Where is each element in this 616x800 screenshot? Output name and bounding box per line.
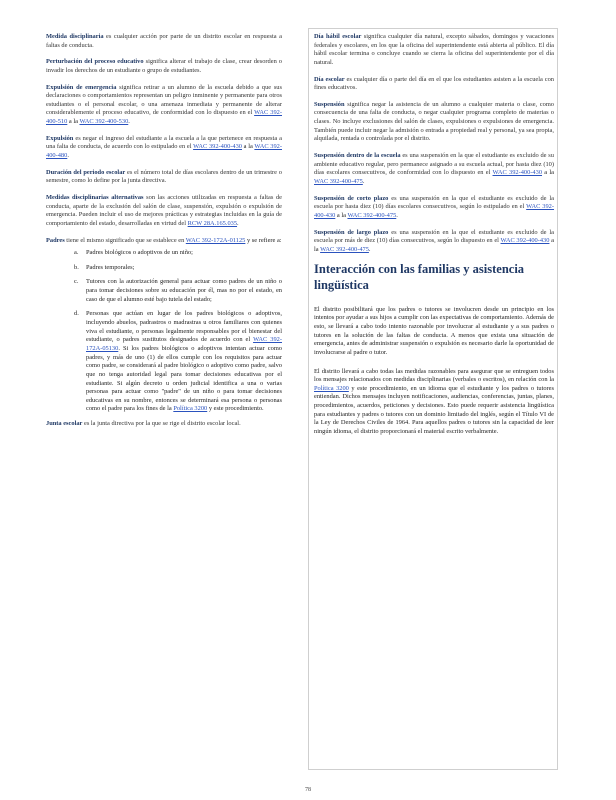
wac-link[interactable]: WAC 392-400-530 [79,118,129,126]
definition-text: es una suspensión en la que el estudiante es excluido de la escuela por más de diez (10) días consecutivos, según lo dispuesto en el [314,228,554,245]
wac-link[interactable]: WAC 392-400-475 [347,211,397,219]
list-label: d. [74,310,79,318]
definition-text: es el número total de días escolares dentro de un trimestre o semestre, como lo define por la junta directiva. [46,168,282,185]
policy-link[interactable]: Política 3200 [173,405,208,413]
end-text: . [362,177,365,185]
paragraph: El distrito posibilitará que los padres o tutores se involucren desde un principio en los intentos por ayudar a sus hijos a cumplir con las expectativas de comportamiento. Además de esto, se llevará a cabo todo intento razonable por involucrar al estudiante y a sus padres o tutores en la solución de las faltas de conducta. A menos que exista una situación de emergencia, antes de administrar suspensión o expulsión es necesario darle la oportunidad de involucrarse al padre o tutor. [314,305,554,356]
list-label: c. [74,278,79,286]
wac-link[interactable]: WAC 392-172A-01125 [185,236,246,244]
term: Padres [46,236,65,244]
list-text: Tutores con la autorización general para actuar como padres de un niño o para tomar decisiones sobre su educación por él, mas no por el estado, en caso de que el alumno esté bajo tutela del estado; [86,278,282,303]
term: Medida disciplinaria [46,33,104,40]
list-text: Personas que actúan en lugar de los padres biológicos o adoptivos, incluyendo abuelos, padrastros o madrastras u otros familiares con quienes viva el estudiante, o personas legalmente responsables por el bienestar del estudiante, o padres sustitutos designados de acuerdo con el [86,310,282,344]
connector-text: a la [335,211,348,219]
term: Medidas disciplinarias alternativas [46,193,144,201]
page-number: 78 [305,787,311,793]
term: Expulsión [46,134,74,142]
wac-link[interactable]: WAC 392-400-430 [314,203,555,219]
definition-text: es cualquier acción por parte de un distrito escolar en respuesta a faltas de conducta. [46,33,282,49]
section-title: Interacción con las familias y asistencia lingüística [314,262,525,293]
term: Suspensión de largo plazo [314,228,389,236]
definition-in-school-suspension [314,152,554,187]
end-text: . [237,219,239,227]
paragraph [314,368,554,437]
term: Expulsión de emergencia [46,83,117,91]
term: Día escolar [314,75,345,83]
list-label: a. [74,249,79,257]
term: Duración del periodo escolar [46,168,126,176]
term: Suspensión dentro de la escuela [314,152,401,160]
connector-text: a la [67,118,80,126]
end-text: . [368,245,371,253]
definition-long-term-suspension [314,229,554,255]
definition-short-term-suspension [314,195,554,221]
definition-parents [46,237,282,246]
definition-expulsion [46,135,282,161]
term: Junta escolar [46,420,83,428]
paragraph-text: y este procedimiento, en un idioma que el estudiante y los padres o tutores entiendan. Dichos mensajes incluyen notificaciones, audiencias, conferencias, juntas, planes, procedimientos, acuerdos, peticiones y decisiones. Esto puede requerir asistencia lingüística para estudiantes y padres o tutores con un dominio limitado del inglés, según el Título VI de la Ley de Derechos Civiles de 1964. Para aquellos padres o tutores sin la capacidad de leer ningún idioma, el distrito proporcionará el material escrito verbalmente. [314,384,554,436]
connector-text: a la [542,169,554,177]
wac-link[interactable]: WAC 392-400-430 [500,237,550,245]
term: Suspensión [314,100,345,108]
definition-school-board [46,420,282,429]
definition-text: es cualquier día o parte del día en el que los estudiantes asisten a la escuela con fines educativos. [314,75,554,92]
definition-text: tiene el mismo significado que se establece en [64,236,186,244]
definition-text: es la junta directiva por la que se rige el distrito escolar local. [82,420,241,428]
list-item [74,249,282,258]
definition-text: es una suspensión en la que el estudiante es excluido de la escuela por hasta diez (10) días escolares consecutivos, según lo estipulado en el [314,194,554,211]
definition-alternative-measures [46,194,282,229]
wac-link[interactable]: WAC 392-400-510 [46,109,282,126]
wac-link[interactable]: WAC 392-400-430 [492,169,543,177]
wac-link[interactable]: WAC 392-400-475 [320,245,369,253]
definition-school-term [46,169,282,186]
list-text: Padres biológicos o adoptivos de un niño; [86,249,193,257]
definition-text: significa alterar el trabajo de clase, crear desorden o invadir los derechos de un estudiante o grupo de estudiantes. [46,58,282,74]
end-text: . [128,118,130,126]
wac-link[interactable]: WAC 392-400-430 [193,143,242,151]
wac-link[interactable]: WAC 392-400-480 [46,143,282,160]
parents-list [46,249,282,414]
definition-text: significa negar la asistencia de un alumno a cualquier materia o clase, como consecuencia de una falta de conducta, o negar cualquier programa completo de materias o clases. No incluye exclusiones del salón de clases, expulsiones o expulsiones de emergencia. También puede incluir negar la admisión o entrada a propiedad real y personal, ya sea propia, alquilada, rentada o controlada por el distrito. [314,100,554,143]
definition-suspension [314,101,554,144]
term: Día hábil escolar [314,33,362,40]
right-column [314,33,554,447]
list-item [74,310,282,414]
definition-text: son las acciones utilizadas en respuesta a faltas de conducta, aparte de la exclusión del salón de clase, suspensión, expulsión o expulsión de emergencia. Pueden incluir el uso de mejores prácticas y estrategias incluidas en la guía de comportamiento del estado, desarrolladas en virtud del [46,193,282,227]
definition-emergency-expulsion [46,84,282,127]
list-text: y este procedimiento. [207,405,264,413]
definition-text: significa cualquier día natural, excepto sábados, domingos y vacaciones federales y escolares, en los que la oficina del superintendente está abierta al público. El día hábil escolar termina o concluye cuando se cierra la oficina del superintendente por el día natural. [314,33,554,66]
definition-disruption [46,58,282,75]
policy-link[interactable]: Política 3200 [314,384,349,392]
definition-text: es negar el ingreso del estudiante a la escuela a la que pertenece en respuesta a una falta de conducta, de acuerdo con lo estipulado en el [46,134,282,151]
wac-link[interactable]: WAC 392-172A-05130 [86,336,282,352]
list-label: b. [74,263,79,271]
connector-text: a la [241,143,255,151]
definition-business-day [314,33,554,68]
list-text: . Si los padres biológicos o adoptivos intentan actuar como padres, y más de uno (1) de ellos cumple con los requisitos para actuar como padre, se considerará al padre biológico o adoptivo como padre, salvo que no tenga autoridad legal para tomar decisiones educativas por el estudiante. Si algún decreto u orden judicial identifica a una o varias personas para actuar como "padre" de un niño o para tomar decisiones educativas en su nombre, entonces se determinará esa persona o personas como el padre para los fines de la [86,344,282,413]
definition-text: es una suspensión en la que el estudiante es excluido de su ambiente educativo regular, pero permanece asignado a su escuela actual, por hasta diez (10) días escolares consecutivos, de conformidad con lo dispuesto en el [314,152,554,177]
end-text: . [396,211,398,219]
list-text: Padres temporales; [86,263,135,271]
end-text: y se refiere a: [245,236,282,244]
definition-disciplinary-action [46,33,282,50]
paragraph-text: El distrito llevará a cabo todas las medidas razonables para asegurar que se entreguen todos los mensajes relacionados con medidas disciplinarias (verbales o escritos), en relación con la [314,367,554,384]
term: Perturbación del proceso educativo [46,58,144,66]
list-item [74,278,282,304]
connector-text: a la [314,237,554,253]
list-item [74,264,282,273]
end-text: . [67,152,69,160]
left-column [46,33,282,437]
definition-school-day [314,76,554,93]
wac-link[interactable]: WAC 392-400-475 [314,177,363,185]
term: Suspensión de corto plazo [314,194,389,202]
definition-text: significa retirar a un alumno de la escuela debido a que sus declaraciones o comportamientos representan un peligro inminente y permanente para otros estudiantes o el personal escolar, o una amenaza inmediata y permanente de alterar considerablemente el proceso educativo, de conformidad con lo dispuesto en el [46,83,282,117]
rcw-link[interactable]: RCW 28A.165.035 [187,219,238,227]
